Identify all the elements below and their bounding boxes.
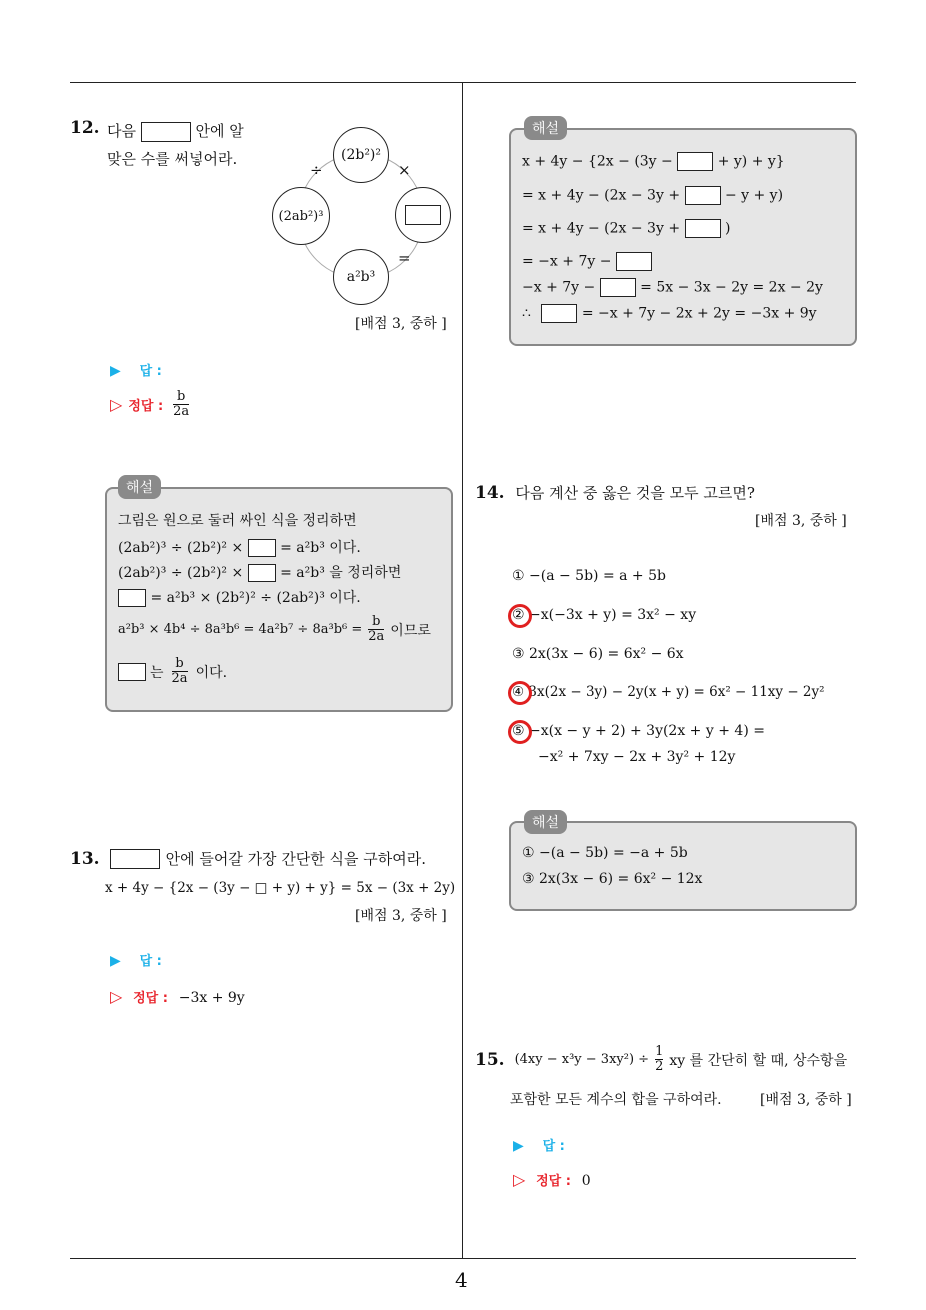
- op-divide: ÷: [310, 161, 323, 179]
- solution-tag: 해설: [118, 475, 161, 499]
- sol12-line4: [118, 587, 361, 607]
- text: (2ab²)³ ÷ (2b²)² ×: [118, 565, 244, 581]
- q15-answer: [513, 1135, 565, 1154]
- blank-box[interactable]: [110, 849, 160, 869]
- blank-box[interactable]: [141, 122, 191, 142]
- text: 는: [150, 664, 164, 681]
- correct-label: 정답 :: [133, 991, 168, 1006]
- correct-label: 정답 :: [536, 1174, 571, 1189]
- answer-label: 답 :: [139, 364, 162, 379]
- q12-text-line1: [107, 120, 244, 142]
- question-15: [475, 1045, 847, 1075]
- q13-correct: [110, 987, 245, 1006]
- blank-box[interactable]: [248, 539, 276, 557]
- text: = −x + 7y −: [522, 253, 612, 270]
- question-number: 15.: [475, 1049, 505, 1070]
- circle-bottom: a²b³: [333, 249, 389, 305]
- play-icon: ▶: [110, 953, 121, 969]
- blank-box[interactable]: [118, 663, 146, 681]
- q12-correct: [110, 390, 189, 420]
- op-equals: =: [398, 249, 411, 267]
- blank-box[interactable]: [685, 219, 721, 238]
- triangle-outline-icon: ▷: [110, 987, 123, 1006]
- answer-label: 답 :: [542, 1139, 565, 1154]
- blank-box[interactable]: [600, 278, 636, 297]
- q13-expression: x + 4y − {2x − (3y − □ + y) + y} = 5x − (3x + 2y): [105, 880, 456, 896]
- circle-top: (2b²)²: [333, 127, 389, 183]
- blank-box[interactable]: [118, 589, 146, 607]
- sol13-line2: [522, 186, 783, 205]
- triangle-outline-icon: ▷: [513, 1170, 526, 1189]
- text: 이다.: [195, 664, 228, 681]
- choice-4[interactable]: ④ 3x(2x − 3y) − 2y(x + y) = 6x² − 11xy − 2y²: [512, 684, 825, 700]
- text: + y) + y}: [717, 153, 785, 170]
- text: x + 4y − {2x − (3y −: [522, 153, 673, 170]
- sol14-line2: ③ 2x(3x − 6) = 6x² − 12x: [522, 871, 703, 887]
- text: = x + 4y − (2x − 3y +: [522, 187, 681, 204]
- op-multiply: ×: [398, 161, 411, 179]
- text: = a²b³ 을 정리하면: [280, 565, 402, 581]
- q14-solution-box: [509, 821, 857, 911]
- selected-mark-4: [508, 681, 532, 705]
- question-number: 13.: [70, 848, 100, 869]
- circle-right: [395, 187, 451, 243]
- sol12-line1: 그림은 원으로 둘러 싸인 식을 정리하면: [118, 513, 357, 529]
- q13-text: 안에 들어갈 가장 간단한 식을 구하여라.: [165, 850, 427, 868]
- choice-3[interactable]: ③ 2x(3x − 6) = 6x² − 6x: [512, 646, 684, 662]
- correct-value: −3x + 9y: [178, 990, 245, 1006]
- q15-score: [배점 3, 중하 ]: [760, 1092, 852, 1108]
- q15-text-line2: 포함한 모든 계수의 합을 구하여라.: [510, 1092, 722, 1108]
- text: 이므로: [390, 622, 431, 639]
- question-13: [70, 848, 426, 869]
- question-14: [475, 482, 755, 503]
- choice-5[interactable]: ⑤ −x(x − y + 2) + 3y(2x + y + 4) =: [512, 723, 765, 739]
- q15-correct: [513, 1170, 591, 1189]
- selected-mark-2: [508, 604, 532, 628]
- top-rule: [70, 82, 856, 83]
- sol13-line3: [522, 219, 730, 238]
- text: (2ab²)³ ÷ (2b²)² ×: [118, 540, 244, 556]
- correct-label: 정답 :: [128, 399, 164, 415]
- blank-box[interactable]: [685, 186, 721, 205]
- numerator: b: [372, 614, 381, 629]
- fraction: [172, 657, 188, 687]
- q12-text-a: 다음: [107, 122, 136, 140]
- choice-2[interactable]: ② −x(−3x + y) = 3x² − xy: [512, 607, 697, 623]
- sol12-line5: [118, 615, 431, 645]
- blank-box[interactable]: [541, 304, 577, 323]
- denominator: 2a: [171, 671, 188, 687]
- blank-box[interactable]: [677, 152, 713, 171]
- q12-answer: [110, 360, 162, 379]
- denominator: 2a: [173, 404, 190, 420]
- question-number: 12.: [70, 118, 100, 138]
- question-number: 14.: [475, 483, 505, 503]
- text: − y + y): [724, 187, 784, 204]
- play-icon: ▶: [110, 363, 121, 379]
- text: = a²b³ 이다.: [280, 540, 361, 556]
- q14-score: [배점 3, 중하 ]: [755, 513, 847, 529]
- text: −x + 7y −: [522, 279, 596, 296]
- q15-expr-b: xy 를 간단히 할 때, 상수항을: [669, 1052, 848, 1069]
- q12-text-b: 안에 알: [195, 122, 244, 140]
- correct-value: 0: [581, 1173, 591, 1189]
- q12-text-line2: 맞은 수를 써넣어라.: [107, 150, 238, 168]
- q12-score: [배점 3, 중하 ]: [355, 316, 447, 332]
- blank-box[interactable]: [616, 252, 652, 271]
- numerator: 1: [655, 1044, 664, 1059]
- answer-label: 답 :: [139, 954, 162, 969]
- play-icon: ▶: [513, 1138, 524, 1154]
- circle-left: (2ab²)³: [272, 187, 330, 245]
- selected-mark-5: [508, 720, 532, 744]
- fraction: [655, 1045, 663, 1075]
- bottom-rule: [70, 1258, 856, 1259]
- solution-tag: 해설: [524, 116, 567, 140]
- column-divider: [462, 83, 463, 1259]
- text: = 5x − 3x − 2y = 2x − 2y: [640, 279, 823, 296]
- cycle-diagram: [270, 125, 455, 300]
- sol12-line2: [118, 537, 361, 557]
- triangle-outline-icon: ▷: [110, 395, 123, 415]
- denominator: 2a: [368, 629, 385, 645]
- text: ): [724, 220, 731, 237]
- q15-expr-a: (4xy − x³y − 3xy²) ÷: [514, 1052, 650, 1068]
- fraction: [368, 615, 384, 645]
- text: = x + 4y − (2x − 3y +: [522, 220, 681, 237]
- text: = −x + 7y − 2x + 2y = −3x + 9y: [581, 305, 817, 322]
- sol13-line1: [522, 152, 785, 171]
- sol13-line6: [522, 304, 817, 323]
- solution-tag: 해설: [524, 810, 567, 834]
- denominator: 2: [655, 1059, 664, 1075]
- blank-box[interactable]: [248, 564, 276, 582]
- blank-box[interactable]: [405, 205, 441, 225]
- therefore-symbol: ∴: [522, 305, 531, 322]
- correct-fraction: [173, 390, 189, 420]
- sol13-line5: [522, 278, 823, 297]
- numerator: b: [177, 389, 186, 404]
- sol13-line4: [522, 252, 652, 271]
- q13-score: [배점 3, 중하 ]: [355, 908, 447, 924]
- q14-text: 다음 계산 중 옳은 것을 모두 고르면?: [515, 484, 755, 502]
- sol12-line3: [118, 562, 401, 582]
- text: = a²b³ × (2b²)² ÷ (2ab²)³ 이다.: [150, 590, 361, 606]
- sol12-line6: [118, 657, 227, 687]
- choice-5-continued: −x² + 7xy − 2x + 3y² + 12y: [538, 749, 736, 765]
- numerator: b: [175, 656, 184, 671]
- sol14-line1: ① −(a − 5b) = −a + 5b: [522, 845, 688, 861]
- page-number: 4: [455, 1268, 468, 1292]
- q13-answer: [110, 950, 162, 969]
- choice-1[interactable]: ① −(a − 5b) = a + 5b: [512, 568, 666, 584]
- text: a²b³ × 4b⁴ ÷ 8a³b⁶ = 4a²b⁷ ÷ 8a³b⁶ =: [118, 622, 363, 638]
